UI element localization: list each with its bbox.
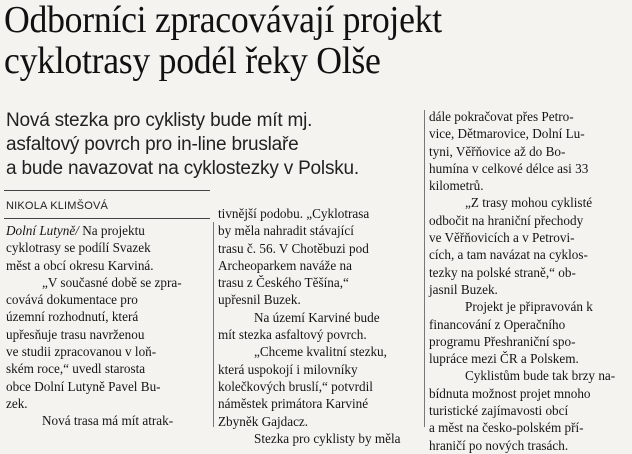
subhead-line: a bude navazovat na cyklostezky v Polsku. [6, 158, 359, 179]
article-text-line: tezky na polské straně,“ ob- [429, 264, 576, 280]
article-text-line: upřesnil Buzek. [218, 292, 301, 308]
byline-divider [4, 218, 210, 219]
article-text-line: upřesňuje trasu navrženou [6, 326, 145, 342]
article-text-line: programu Přeshraniční spo- [429, 333, 576, 349]
article-text-line: lupráce mezi ČR a Polskem. [429, 351, 579, 367]
article-text-line: Nová trasa má mít atrak- [42, 413, 174, 429]
subhead-line: Nová stezka pro cyklisty bude mít mj. [6, 110, 313, 131]
article-text-line: Dolní Lutyně/ Na projektu [6, 223, 145, 238]
article-text-line: obce Dolní Lutyně Pavel Bu- [6, 378, 161, 394]
article-text-line: vice, Dětmarovice, Dolní Lu- [429, 126, 585, 142]
article-text-line: náměstek primátora Karviné [218, 396, 369, 412]
article-text-line: bídnuta možnost projet mnoho [429, 385, 591, 401]
article-column-1 [6, 222, 207, 430]
article-text-line: a měst na česko-polském pří- [429, 420, 584, 436]
subhead-line: asfaltový povrch pro in-line bruslaře [6, 134, 299, 155]
article-text-line: humína v celkové délce asi 33 [429, 160, 589, 176]
article-text-line: by měla nahradit stávající [218, 223, 354, 239]
article-text-line: územní rozhodnutí, která [6, 309, 139, 325]
article-text-line: „Chceme kvalitní stezku, [254, 344, 387, 360]
article-text-line: ve Věřňovicích a v Petrovi- [429, 230, 575, 246]
article-text-line: „V současné době se zpra- [42, 274, 182, 290]
article-text-line: turistické zajímavosti obcí [429, 403, 569, 419]
article-text-line: tivnější podobu. „Cyklotrasa [218, 206, 370, 221]
article-text-line: covává dokumentace pro [6, 292, 138, 308]
article-text-line: Stezka pro cyklisty by měla [254, 430, 401, 446]
article-text-line: kolečkových bruslí,“ potvrdil [218, 378, 373, 394]
article-text-line: která uspokojí i milovníky [218, 361, 358, 377]
article-text-line: financování z Operačního [429, 316, 566, 332]
article-text-line: Projekt je připravován k [465, 299, 593, 315]
byline-divider [4, 190, 210, 191]
article-column-3 [429, 108, 629, 454]
article-text-line: Zbyněk Gajdacz. [218, 413, 309, 429]
article-text-line: kilometrů. [429, 178, 484, 194]
column-divider [424, 110, 425, 427]
byline: NIKOLA KLIMŠOVÁ [6, 200, 109, 212]
article-text-line: trasu č. 56. V Chotěbuzi pod [218, 240, 369, 256]
article-text-line: měst a obcí okresu Karviná. [6, 257, 154, 273]
article-text-line: mít stezka asfaltový povrch. [218, 327, 367, 343]
headline-line: Odborníci zpracovávají projekt [4, 0, 442, 41]
headline-line: cyklotrasy podél řeky Olše [4, 40, 381, 82]
article-subhead [6, 109, 426, 181]
article-text-line: ve studii zpracovanou v loň- [6, 344, 157, 360]
article-text-line: odbočit na hraniční přechody [429, 212, 584, 228]
article-text-line: trasu z Českého Těšína,“ [218, 275, 349, 291]
article-text-line: zek. [6, 395, 28, 411]
column-divider [213, 222, 214, 427]
article-text-line: tyni, Věřňovice až do Bo- [429, 143, 566, 159]
article-text-line: Archeoparkem naváže na [218, 257, 352, 273]
article-headline [4, 0, 493, 82]
article-text-line: ském roce,“ uvedl starosta [6, 361, 146, 377]
article-text-line: hraničí po nových trasách. [429, 437, 569, 453]
article-text-line: Cyklistům bude tak brzy na- [465, 368, 616, 384]
article-text-line: „Z trasy mohou cyklisté [465, 195, 593, 211]
article-text-line: dále pokračovat přes Petro- [429, 109, 574, 124]
article-text-line: cích, a tam navázat na cyklos- [429, 247, 588, 263]
article-text-line: cyklotrasy se podílí Svazek [6, 240, 151, 256]
article-text-line: Na území Karviné bude [254, 309, 380, 325]
article-text-line: jasnil Buzek. [429, 281, 498, 297]
article-column-2 [218, 205, 420, 447]
